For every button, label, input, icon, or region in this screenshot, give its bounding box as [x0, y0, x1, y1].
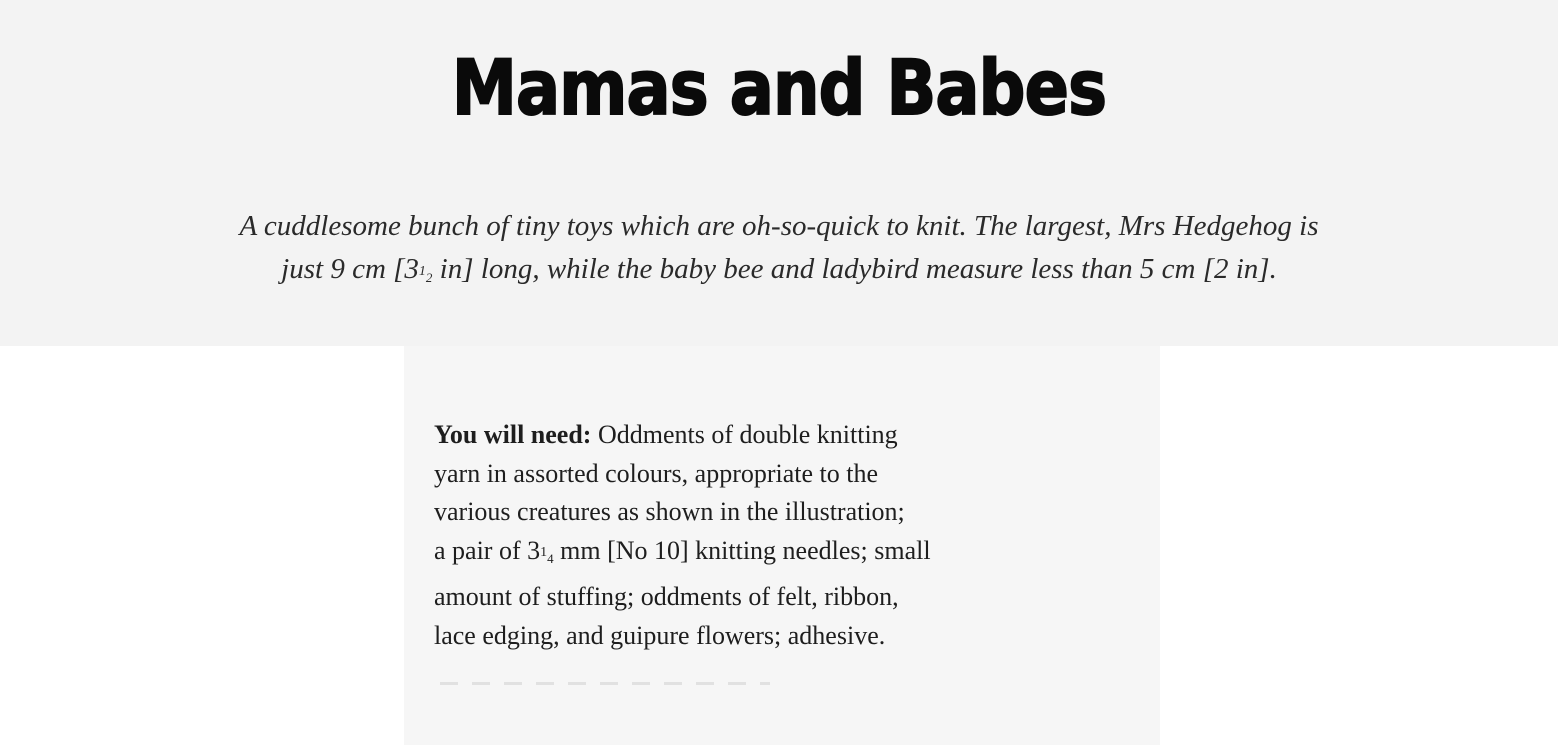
intro-paragraph [40, 205, 1518, 299]
print-smudge [440, 682, 770, 685]
requirements-line-5: amount of stuffing; oddments of felt, ribbon, [434, 582, 899, 611]
fraction-denominator: 2 [425, 270, 433, 285]
page-title: Mamas and Babes [451, 43, 1107, 132]
needle-fraction-numerator: 1 [540, 544, 548, 560]
requirements-line-4-start: a pair of 3 [434, 535, 541, 565]
requirements-line-2: yarn in assorted colours, appropriate to the [434, 458, 879, 488]
intro-line-1: A cuddlesome bunch of tiny toys which are oh-so-quick to knit. The largest, Mrs Hedgehog is [239, 210, 1319, 242]
intro-line-2-start: just 9 cm [3 [281, 253, 419, 285]
requirements-line-1 [434, 416, 1154, 455]
intro-line-2 [40, 248, 1518, 299]
requirements-line-4 [434, 532, 1154, 579]
requirements-line-6: lace edging, and guipure flowers; adhesive. [434, 620, 886, 650]
requirements-line-4-end: mm [No 10] knitting needles; small [553, 535, 931, 565]
needle-fraction-denominator: 4 [547, 550, 554, 566]
fraction-numerator: 1 [418, 264, 426, 279]
requirements-label: You will need: [434, 420, 592, 449]
intro-line-2-end: in] long, while the baby bee and ladybird measure less than 5 cm [2 in]. [432, 253, 1277, 285]
requirements-paragraph [434, 416, 1154, 655]
requirements-line-3: various creatures as shown in the illustration; [434, 497, 905, 526]
requirements-line-1-text: Oddments of double knitting [591, 420, 898, 449]
